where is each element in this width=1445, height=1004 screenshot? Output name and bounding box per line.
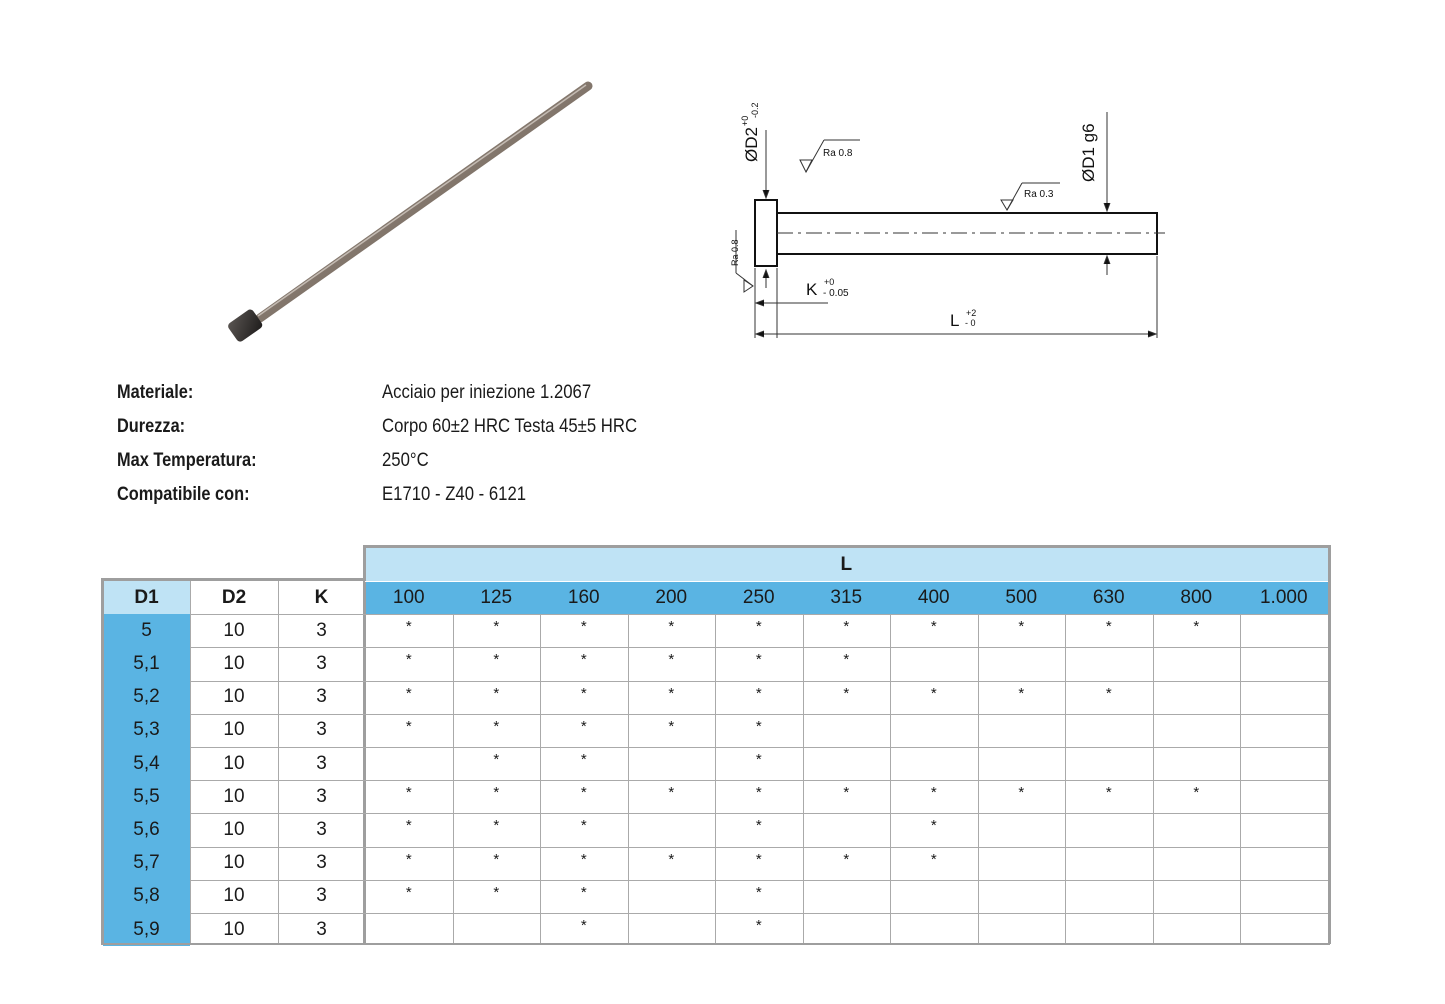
availability-cell: *: [668, 850, 675, 868]
row-line: [190, 880, 1328, 881]
availability-cell: *: [1193, 784, 1200, 802]
d1-cell: 5,9: [103, 913, 190, 946]
availability-cell: *: [493, 618, 500, 636]
length-header-400: 400: [890, 581, 978, 614]
availability-cell: *: [755, 817, 762, 835]
availability-cell: *: [755, 651, 762, 669]
d1-cell: 5,5: [103, 780, 190, 813]
d2-cell: 10: [223, 918, 245, 940]
k-cell: 3: [316, 719, 327, 741]
row-line: [190, 714, 1328, 715]
col-line: [1153, 614, 1154, 944]
availability-cell: *: [493, 817, 500, 835]
spec-row-max-temperature: [117, 450, 817, 480]
k-cell: 3: [316, 686, 327, 708]
availability-cell: *: [493, 684, 500, 702]
table-mid-divider: [363, 545, 366, 944]
col-line: [190, 581, 191, 944]
availability-cell: *: [405, 684, 412, 702]
availability-cell: *: [493, 850, 500, 868]
availability-cell: *: [843, 618, 850, 636]
row-line: [190, 681, 1328, 682]
availability-cell: *: [580, 618, 587, 636]
k-cell: 3: [316, 918, 327, 940]
availability-cell: *: [930, 684, 937, 702]
spec-value: Corpo 60±2 HRC Testa 45±5 HRC: [382, 416, 638, 437]
availability-cell: *: [1105, 784, 1112, 802]
ejector-pin-photo: [220, 78, 610, 348]
table-left-border: [101, 578, 104, 944]
row-line: [190, 780, 1328, 781]
row-line: [190, 813, 1328, 814]
availability-cell: *: [668, 651, 675, 669]
col-line: [278, 581, 279, 944]
row-line: [190, 913, 1328, 914]
ra-head-label: Ra 0.8: [823, 148, 853, 159]
availability-cell: *: [580, 751, 587, 769]
spec-label: Durezza:: [117, 416, 186, 437]
length-header-500: 500: [978, 581, 1066, 614]
availability-cell: *: [580, 784, 587, 802]
length-header-315: 315: [803, 581, 891, 614]
table-bottom: [101, 943, 1330, 945]
length-group-header: L: [365, 548, 1328, 581]
availability-cell: *: [405, 817, 412, 835]
spec-value: 250°C: [382, 450, 429, 471]
table-header-divider: [365, 581, 1328, 582]
l-dimension-label: L: [950, 311, 960, 330]
d2-dimension-label: ØD2: [742, 127, 761, 162]
spec-row-material: [117, 382, 817, 412]
availability-cell: *: [580, 651, 587, 669]
d1-cell: 5,4: [103, 747, 190, 780]
availability-cell: *: [405, 784, 412, 802]
d2-cell: 10: [223, 852, 245, 874]
length-header-1.000: 1.000: [1240, 581, 1328, 614]
availability-cell: *: [405, 618, 412, 636]
d2-cell: 10: [223, 652, 245, 674]
availability-cell: *: [755, 684, 762, 702]
availability-cell: *: [493, 651, 500, 669]
availability-cell: *: [755, 883, 762, 901]
availability-cell: *: [405, 717, 412, 735]
availability-cell: *: [843, 651, 850, 669]
col-line: [540, 614, 541, 944]
spec-value: E1710 - Z40 - 6121: [382, 484, 527, 505]
spec-value: Acciaio per iniezione 1.2067: [382, 382, 592, 403]
d1-cell: 5: [103, 614, 190, 647]
availability-cell: *: [1193, 618, 1200, 636]
col-line: [715, 614, 716, 944]
availability-cell: *: [668, 618, 675, 636]
table-outer-top: [363, 545, 1330, 548]
k-cell: 3: [316, 818, 327, 840]
row-line: [190, 614, 1328, 615]
d2-cell: 10: [223, 752, 245, 774]
table-left-top: [101, 578, 365, 581]
col-line: [978, 614, 979, 944]
length-header-630: 630: [1065, 581, 1153, 614]
availability-cell: *: [493, 751, 500, 769]
availability-cell: *: [668, 784, 675, 802]
d1-cell: 5,8: [103, 880, 190, 913]
d2-tolerance-minus: -0.2: [750, 102, 760, 118]
d2-cell: 10: [223, 785, 245, 807]
row-line: [190, 747, 1328, 748]
spec-row-hardness: [117, 416, 817, 446]
d2-cell: 10: [223, 719, 245, 741]
availability-cell: *: [755, 618, 762, 636]
col-line: [890, 614, 891, 944]
col-line: [1065, 614, 1066, 944]
col-line: [453, 614, 454, 944]
k-cell: 3: [316, 752, 327, 774]
length-header-160: 160: [540, 581, 628, 614]
availability-cell: *: [405, 651, 412, 669]
k-cell: 3: [316, 852, 327, 874]
spec-row-compatible: [117, 484, 817, 514]
availability-cell: *: [930, 618, 937, 636]
l-tolerance-minus: - 0: [965, 318, 976, 328]
spec-label: Compatibile con:: [117, 484, 250, 505]
k-cell: 3: [316, 652, 327, 674]
k-tolerance-minus: - 0.05: [823, 288, 849, 299]
length-header-100: 100: [365, 581, 453, 614]
d2-header: D2: [190, 581, 278, 614]
availability-cell: *: [843, 850, 850, 868]
col-line: [628, 614, 629, 944]
length-header-200: 200: [628, 581, 716, 614]
availability-cell: *: [755, 717, 762, 735]
availability-cell: *: [493, 717, 500, 735]
availability-cell: *: [405, 850, 412, 868]
availability-cell: *: [405, 883, 412, 901]
k-cell: 3: [316, 619, 327, 641]
row-line: [190, 847, 1328, 848]
availability-cell: *: [930, 784, 937, 802]
k-dimension-label: K: [806, 280, 818, 299]
ra-shank-label: Ra 0.3: [1024, 189, 1054, 200]
availability-cell: *: [580, 883, 587, 901]
ra-side-label: Ra 0.8: [730, 239, 740, 266]
availability-cell: *: [930, 850, 937, 868]
length-header-800: 800: [1153, 581, 1241, 614]
d1-cell: 5,3: [103, 714, 190, 747]
d1-cell: 5,2: [103, 681, 190, 714]
l-tolerance-plus: +2: [966, 308, 977, 318]
availability-cell: *: [580, 817, 587, 835]
availability-cell: *: [1105, 618, 1112, 636]
d1-header: D1: [103, 581, 190, 614]
spec-label: Materiale:: [117, 382, 194, 403]
col-line: [1240, 614, 1241, 944]
availability-cell: *: [580, 684, 587, 702]
d1-dimension-label: ØD1 g6: [1079, 123, 1098, 182]
availability-cell: *: [1105, 684, 1112, 702]
k-cell: 3: [316, 785, 327, 807]
availability-cell: *: [493, 784, 500, 802]
availability-cell: *: [1018, 684, 1025, 702]
availability-cell: *: [755, 850, 762, 868]
k-cell: 3: [316, 885, 327, 907]
d2-cell: 10: [223, 686, 245, 708]
spec-label: Max Temperatura:: [117, 450, 257, 471]
k-header: K: [278, 581, 365, 614]
availability-cell: *: [1018, 784, 1025, 802]
availability-cell: *: [755, 751, 762, 769]
availability-cell: *: [580, 717, 587, 735]
availability-cell: *: [668, 684, 675, 702]
length-header-250: 250: [715, 581, 803, 614]
availability-cell: *: [930, 817, 937, 835]
d2-tolerance-plus: +0: [740, 115, 750, 126]
availability-cell: *: [580, 917, 587, 935]
d1-cell: 5,6: [103, 813, 190, 846]
technical-drawing: [720, 90, 1180, 345]
d1-cell: 5,7: [103, 847, 190, 880]
k-tolerance-plus: +0: [824, 277, 835, 287]
d2-cell: 10: [223, 619, 245, 641]
availability-cell: *: [843, 684, 850, 702]
col-line: [803, 614, 804, 944]
availability-cell: *: [755, 784, 762, 802]
d2-cell: 10: [223, 885, 245, 907]
availability-cell: *: [843, 784, 850, 802]
length-header-125: 125: [453, 581, 541, 614]
d2-cell: 10: [223, 818, 245, 840]
row-line: [190, 647, 1328, 648]
table-right-border: [1328, 545, 1331, 944]
availability-cell: *: [668, 717, 675, 735]
availability-cell: *: [580, 850, 587, 868]
availability-cell: *: [755, 917, 762, 935]
d1-cell: 5,1: [103, 647, 190, 680]
availability-cell: *: [493, 883, 500, 901]
availability-cell: *: [1018, 618, 1025, 636]
